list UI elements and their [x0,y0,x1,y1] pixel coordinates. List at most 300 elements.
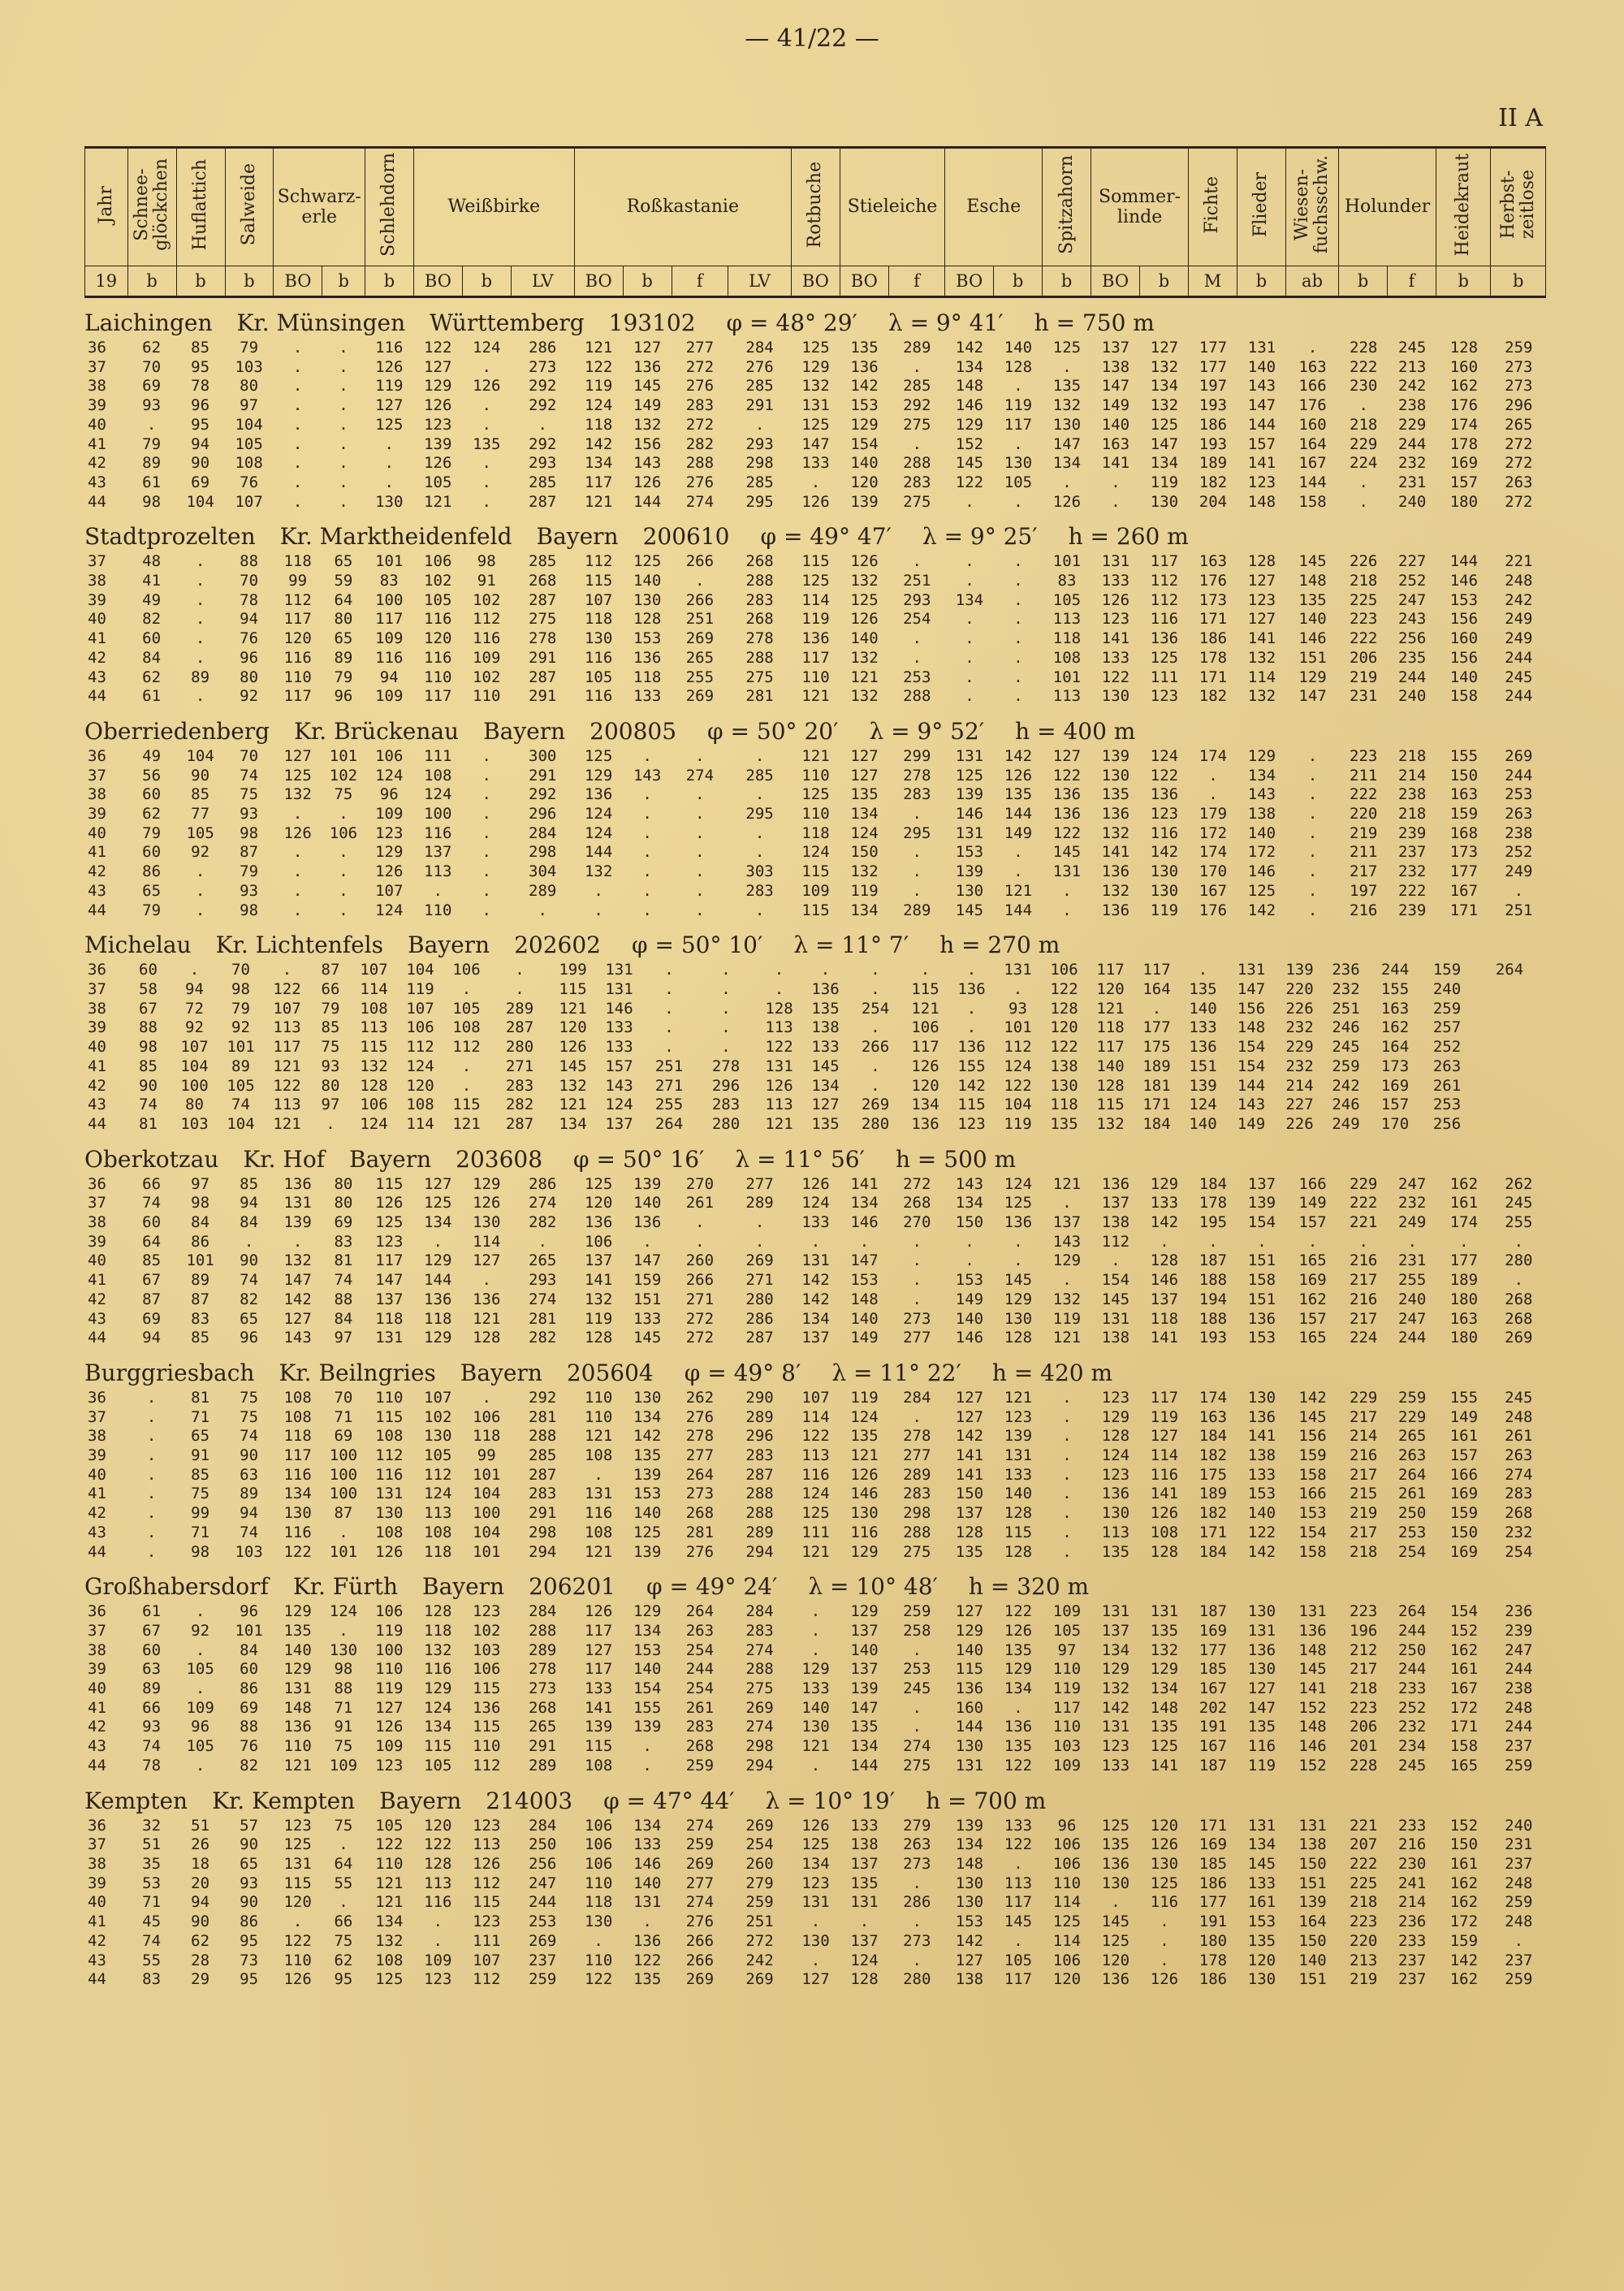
table-cell: . [339,357,348,376]
table-cell: 124 [584,396,613,415]
table-cell: 70 [240,572,259,590]
table-cell: 116 [424,648,452,667]
table-cell: 29 [191,1970,210,1989]
table-cell: 148 [1298,1640,1327,1659]
table-cell: 272 [685,1329,715,1347]
table-cell: 96 [1057,1816,1077,1835]
table-cell: 108 [424,766,452,785]
column-header-stieleiche [840,148,944,266]
table-cell: 127 [424,1174,452,1193]
table-cell: 43 [88,1951,106,1969]
table-cell: 169 [1199,1835,1228,1854]
table-cell: 97 [191,1174,210,1193]
table-cell: 154 [1237,1057,1266,1075]
table-cell: . [642,1232,652,1251]
table-cell: 44 [88,492,106,511]
table-cell: 247 [529,1874,557,1892]
table-cell: 65 [191,1427,210,1446]
table-cell: 125 [801,1504,830,1523]
table-cell: 146 [850,1213,879,1232]
table-cell: 120 [1050,1018,1078,1037]
table-cell: 115 [375,1407,404,1426]
table-cell: 130 [633,1388,662,1407]
table-cell: 41 [88,1485,106,1503]
table-row [84,668,1546,688]
table-cell: 126 [1052,492,1082,511]
column-header-schwarz-erle [274,148,365,266]
table-cell: 129 [850,1542,879,1561]
table-cell: 169 [1449,1542,1479,1561]
table-cell: 119 [1150,901,1179,919]
table-cell: . [1062,1542,1072,1561]
table-cell: 116 [424,1660,452,1679]
table-cell: . [146,1523,157,1541]
table-cell: 127 [1247,610,1276,629]
table-cell: 89 [142,454,162,473]
table-cell: 142 [1101,1698,1130,1717]
table-row [84,454,1546,473]
table-cell: . [1307,1232,1318,1251]
table-cell: 131 [283,1194,312,1213]
table-cell: . [146,415,157,434]
table-cell: 124 [1004,1174,1033,1193]
table-cell: 119 [375,1679,404,1698]
table-cell: . [754,415,765,434]
table-cell: 184 [1199,1174,1228,1193]
table-cell: 146 [955,805,984,823]
table-cell: 160 [1449,629,1479,648]
table-cell: 107 [801,1388,830,1407]
table-cell: . [721,1038,731,1057]
table-row [84,1213,1546,1233]
table-cell: 144 [850,1756,879,1774]
table-cell: 276 [745,357,774,376]
table-cell: 100 [329,1446,358,1465]
table-cell: 134 [850,1194,879,1213]
table-cell: 133 [1247,1874,1276,1892]
table-cell: . [859,1913,870,1931]
station-district: Kr. Münsingen [236,309,406,336]
table-cell: 147 [283,1271,312,1290]
table-cell: 150 [1449,766,1479,785]
table-cell: 283 [685,396,715,415]
table-row [84,1660,1546,1679]
table-cell: 109 [473,648,501,667]
table-cell: 90 [240,1251,259,1270]
table-cell: 135 [850,339,879,357]
table-cell: 135 [850,1874,879,1892]
table-cell: 119 [375,1621,404,1640]
table-cell: 133 [1101,648,1130,667]
table-cell: 237 [1505,1737,1533,1756]
table-cell: 291 [529,766,557,785]
table-cell: 261 [1398,1485,1427,1503]
station-header-michelau [84,932,1546,961]
table-cell: 172 [1199,823,1228,842]
table-cell: 212 [1350,1640,1378,1659]
table-cell: 133 [584,1679,613,1698]
table-cell: 247 [1398,1309,1427,1328]
table-cell: 74 [231,1096,250,1114]
table-cell: 108 [283,1407,312,1426]
table-cell: 116 [375,1465,404,1484]
table-cell: 254 [745,1835,774,1854]
column-code: b [1043,266,1091,297]
station-header-oberkotzau [84,1146,1546,1175]
table-cell: 66 [321,979,340,998]
table-cell: 235 [1398,648,1427,667]
table-cell: . [1013,629,1023,648]
table-cell: 102 [424,1407,452,1426]
table-cell: 126 [801,1174,830,1193]
table-cell: 228 [1350,339,1378,357]
table-cell: 288 [903,687,931,706]
table-cell: 266 [685,1271,715,1290]
table-cell: 38 [88,1427,106,1446]
table-cell: 43 [88,881,106,900]
table-cell: 130 [584,1913,613,1931]
table-cell: . [482,1388,491,1407]
table-cell: 216 [1350,1251,1378,1270]
table-cell: 130 [473,1213,501,1232]
table-cell: 109 [801,881,830,900]
table-cell: 283 [505,1076,534,1095]
table-cell: 32 [142,1816,162,1835]
table-cell: 288 [529,1427,557,1446]
table-cell: 122 [1004,1756,1033,1774]
table-cell: 126 [911,1057,939,1075]
table-cell: . [1062,881,1072,900]
table-cell: 109 [1052,1756,1082,1774]
table-row [84,687,1546,707]
table-cell: 223 [1350,1913,1378,1931]
column-header-label: Sommer- linde [1099,186,1181,227]
table-cell: . [664,1018,674,1037]
table-cell: 139 [633,1174,662,1193]
station-header-stadtprozelten [84,523,1546,552]
column-code: b [1436,266,1491,297]
station-data-table [84,1817,1546,1990]
table-cell: . [482,805,491,823]
table-cell: . [642,901,652,919]
table-cell: 266 [685,1931,715,1950]
table-cell: 79 [142,823,162,842]
table-row [84,339,1546,358]
table-cell: 298 [745,1737,774,1756]
table-cell: 225 [1350,590,1378,609]
table-cell: 41 [88,843,106,862]
table-cell: 36 [88,1388,106,1407]
table-cell: 77 [191,805,210,823]
table-cell: 220 [1350,1931,1378,1950]
table-cell: . [594,881,603,900]
table-cell: 271 [654,1076,684,1095]
table-row [84,473,1546,493]
table-cell: 294 [745,1542,774,1561]
table-cell: 257 [1432,1018,1462,1037]
table-cell: 129 [955,1621,984,1640]
table-cell: 107 [235,492,263,511]
table-cell: 146 [605,999,633,1018]
table-cell: 227 [1285,1096,1314,1114]
table-cell: 136 [473,1698,501,1717]
column-header-code-row [85,266,1546,297]
table-cell: 184 [1142,1114,1171,1133]
table-cell: 112 [406,1038,434,1057]
table-cell: 88 [240,1718,259,1736]
table-cell: 127 [283,1309,312,1328]
column-header-label: Stieleiche [847,197,938,218]
table-row [84,1485,1546,1504]
table-cell: 37 [88,357,106,376]
table-cell: 292 [529,785,557,804]
table-cell: 132 [584,862,613,881]
table-cell: 140 [1247,823,1276,842]
column-header-label: Rotbuche [805,161,826,249]
table-cell: 260 [685,1251,715,1270]
table-cell: 147 [1101,377,1130,396]
column-code: BO [1091,266,1140,297]
table-cell: 132 [1101,1679,1130,1698]
table-cell: 117 [1004,415,1033,434]
table-cell: . [1013,492,1023,511]
table-cell: 96 [191,1718,210,1736]
table-cell: . [461,979,472,998]
table-cell: 134 [1004,1679,1033,1698]
table-cell: 139 [1285,961,1314,979]
table-cell: 129 [424,377,452,396]
table-cell: 80 [334,610,353,629]
table-cell: 268 [1505,1504,1533,1523]
table-cell: 118 [584,415,613,434]
table-cell: 219 [1350,823,1378,842]
table-cell: 236 [1332,961,1360,979]
table-cell: 292 [529,377,557,396]
table-cell: 109 [375,1737,404,1756]
table-cell: . [1307,862,1318,881]
table-row [84,396,1546,416]
table-cell: 39 [88,1874,106,1892]
column-header-label: Schnee- glöckchen [131,158,172,251]
table-cell: 268 [903,1194,931,1213]
station-header-grosshabersdorf [84,1573,1546,1602]
table-cell: 131 [283,1679,312,1698]
table-cell: 116 [283,1465,312,1484]
table-cell: 134 [1247,1835,1276,1854]
table-cell: 264 [1398,1465,1427,1484]
table-cell: 259 [1505,1756,1533,1774]
table-cell: 153 [633,1640,662,1659]
table-cell: . [1062,1388,1072,1407]
table-cell: 268 [529,1698,557,1717]
table-cell: 88 [139,1018,158,1037]
table-cell: 162 [1449,1174,1479,1193]
table-row [84,1718,1546,1737]
table-cell: 271 [745,1271,774,1290]
table-cell: 118 [633,668,662,686]
table-cell: 115 [801,862,830,881]
table-cell: 292 [529,1388,557,1407]
table-cell: . [810,1232,821,1251]
table-cell: 185 [1199,1855,1228,1873]
table-cell: 100 [424,805,452,823]
table-cell: 247 [1505,1640,1533,1659]
table-cell: 116 [850,1523,879,1541]
table-cell: . [1062,1504,1072,1523]
table-cell: . [1062,1427,1072,1446]
table-cell: 44 [88,687,106,706]
column-code: BO [840,266,888,297]
table-cell: 108 [360,999,388,1018]
table-cell: 74 [142,1931,162,1950]
table-cell: 243 [1398,610,1427,629]
table-cell: 250 [1398,1504,1427,1523]
station-longitude: λ = 11° 7′ [793,932,909,959]
column-header-label: Holunder [1344,197,1431,218]
table-cell: 106 [452,961,481,979]
table-cell: 153 [850,1271,879,1290]
table-cell: 138 [1247,805,1276,823]
column-code: 19 [85,266,128,297]
table-cell: 120 [406,1076,434,1095]
table-cell: 107 [180,1038,209,1057]
table-cell: 263 [1505,805,1533,823]
table-cell: . [1062,473,1072,491]
table-cell: 168 [1449,823,1479,842]
table-cell: 279 [745,1874,774,1892]
table-cell: 295 [745,492,774,511]
table-cell: 273 [903,1309,931,1328]
table-cell: . [433,1913,443,1931]
table-cell: 136 [1004,1718,1033,1736]
table-cell: 129 [1298,668,1327,686]
column-code: b [1140,266,1189,297]
table-row [84,1835,1546,1855]
table-cell: . [1062,1407,1072,1426]
table-cell: 154 [1101,1271,1130,1290]
table-cell: 184 [1199,1427,1228,1446]
table-cell: 130 [1101,1874,1130,1892]
table-cell: 206 [1350,1718,1378,1736]
table-cell: 265 [529,1718,557,1736]
table-cell: 74 [334,1271,353,1290]
table-cell: 121 [1004,1388,1033,1407]
table-cell: 136 [283,1718,312,1736]
table-cell: 118 [1096,1018,1125,1037]
table-cell: 123 [424,415,452,434]
table-cell: 107 [375,881,404,900]
table-cell: 180 [1449,1290,1479,1308]
table-cell: . [642,1913,652,1931]
table-cell: 123 [1247,590,1276,609]
table-cell: . [912,1874,922,1892]
section-label: II A [1498,104,1543,132]
table-cell: 108 [584,1446,613,1465]
table-cell: 74 [139,1096,158,1114]
table-cell: 151 [1298,648,1327,667]
table-cell: 275 [745,1679,774,1698]
table-cell: 132 [375,1931,404,1950]
table-cell: 107 [584,590,613,609]
table-cell: 280 [505,1038,534,1057]
table-cell: 110 [424,668,452,686]
table-cell: 128 [1150,1542,1179,1561]
table-cell: 63 [142,1660,162,1679]
table-row [84,1970,1546,1990]
table-cell: 74 [240,766,259,785]
table-cell: 129 [283,1660,312,1679]
table-cell: 129 [424,1679,452,1698]
table-cell: 136 [424,1290,452,1308]
table-cell: 254 [685,1640,715,1659]
table-cell: 171 [1449,1718,1479,1736]
table-cell: 121 [584,1542,613,1561]
table-cell: 255 [685,668,715,686]
table-cell: . [965,492,974,511]
column-header-weissbirke [413,148,574,266]
table-cell: . [695,805,705,823]
table-cell: 252 [1398,1698,1427,1717]
table-cell: 224 [1350,1329,1378,1347]
table-cell: 145 [1052,843,1082,862]
table-cell: 90 [240,1835,259,1854]
table-cell: 132 [1150,396,1179,415]
table-cell: 137 [1101,1194,1130,1213]
table-cell: 101 [186,1251,214,1270]
table-cell: 113 [273,1096,301,1114]
table-cell: 144 [1004,805,1033,823]
table-cell: 138 [1101,1329,1130,1347]
table-cell: . [1013,843,1023,862]
column-header-heidekraut [1436,148,1491,266]
table-row [84,1737,1546,1757]
table-cell: 242 [745,1951,774,1969]
table-cell: . [1307,339,1318,357]
table-cell: 215 [1350,1485,1378,1503]
table-cell: 141 [1247,1427,1276,1446]
table-cell: 85 [142,1251,162,1270]
table-cell: 293 [529,1271,557,1290]
table-cell: 116 [424,1893,452,1912]
table-cell: 40 [88,1251,106,1270]
table-cell: . [1307,805,1318,823]
table-cell: 196 [1350,1621,1378,1640]
table-cell: 129 [1247,746,1276,765]
table-cell: 245 [903,1679,931,1698]
table-cell: 140 [1449,668,1479,686]
table-cell: 100 [375,1640,404,1659]
table-cell: 263 [903,1835,931,1854]
table-cell: 289 [529,1756,557,1774]
table-cell: 98 [240,823,259,842]
table-cell: 40 [88,415,106,434]
table-cell: 141 [955,1446,984,1465]
table-cell: 121 [283,1756,312,1774]
table-cell: 53 [142,1874,162,1892]
table-cell: . [594,1931,603,1950]
phenology-table [84,146,1546,1990]
column-code: b [365,266,414,297]
table-cell: 266 [685,552,715,571]
table-cell: 92 [231,1018,250,1037]
table-cell: 253 [1432,1096,1462,1114]
table-cell: 126 [473,1194,501,1213]
table-cell: 136 [1189,1038,1217,1057]
table-cell: 124 [424,785,452,804]
table-cell: 107 [273,999,301,1018]
table-cell: 287 [505,1114,534,1133]
table-cell: . [195,629,205,648]
